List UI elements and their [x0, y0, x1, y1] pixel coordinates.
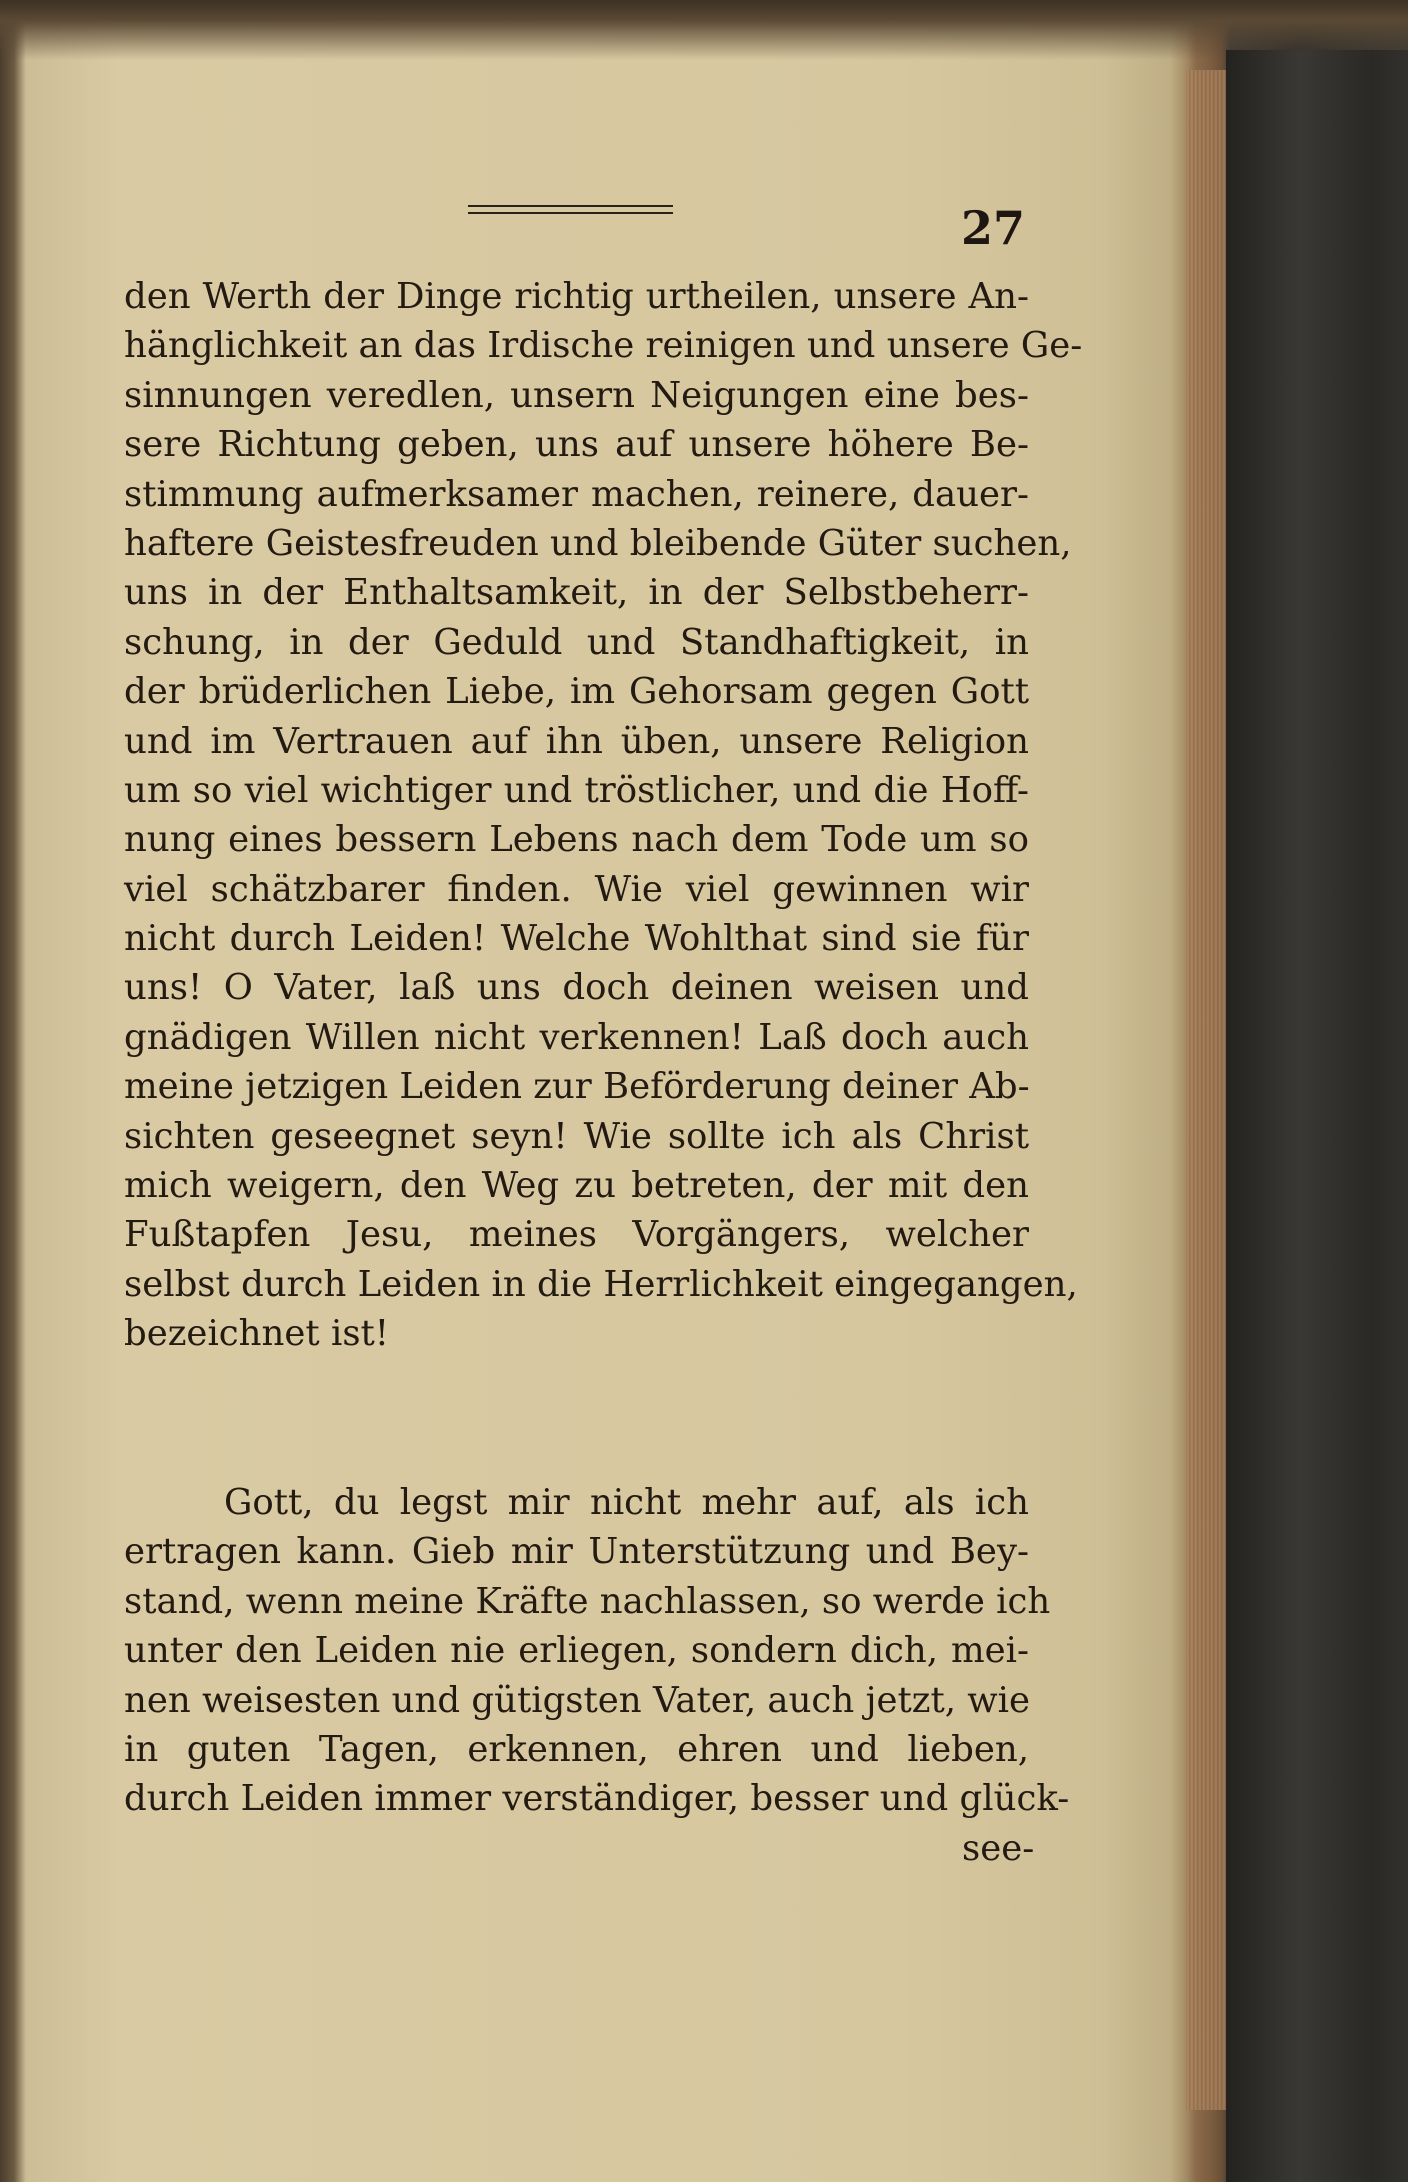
text-line: und im Vertrauen auf ihn üben, unsere Religion	[124, 720, 1029, 762]
text-line: gnädigen Willen nicht verkennen! Laß doch auch	[124, 1016, 1029, 1058]
text-line: der brüderlichen Liebe, im Gehorsam gegen Gott	[124, 671, 1029, 713]
text-line: unter den Leiden nie erliegen, sondern dich, mei-	[124, 1630, 1029, 1672]
text-line: in guten Tagen, erkennen, ehren und lieben,	[124, 1728, 1029, 1770]
book-cover	[1226, 50, 1408, 2182]
text-line: meine jetzigen Leiden zur Beförderung deiner Ab-	[124, 1066, 1030, 1108]
text-line: sichten geseegnet seyn! Wie sollte ich als Christ	[124, 1115, 1029, 1157]
text-line: viel schätzbarer finden. Wie viel gewinnen wir	[124, 868, 1029, 910]
text-line: mich weigern, den Weg zu betreten, der mit den	[124, 1165, 1029, 1207]
text-line: nung eines bessern Lebens nach dem Tode um so	[124, 819, 1029, 861]
text-line: sinnungen veredlen, unsern Neigungen eine bes-	[124, 374, 1029, 416]
text-line: stand, wenn meine Kräfte nachlassen, so werde ich	[124, 1580, 1051, 1622]
page-edges	[1186, 70, 1226, 2110]
paragraph-2	[124, 1478, 1070, 1873]
text-line: nen weisesten und gütigsten Vater, auch jetzt, wie	[124, 1679, 1031, 1721]
text-line: bezeichnet ist!	[124, 1313, 390, 1355]
text-line: Gott, du legst mir nicht mehr auf, als ich	[224, 1482, 1029, 1523]
text-line: selbst durch Leiden in die Herrlichkeit eingegangen,	[124, 1263, 1078, 1305]
paragraph-1	[124, 272, 1083, 1359]
text-line: hänglichkeit an das Irdische reinigen und unsere Ge-	[124, 325, 1083, 367]
text-line: uns in der Enthaltsamkeit, in der Selbstbeherr-	[124, 572, 1029, 614]
text-line: sere Richtung geben, uns auf unsere höhere Be-	[124, 424, 1029, 466]
text-line: nicht durch Leiden! Welche Wohlthat sind sie für	[124, 918, 1029, 960]
text-line: durch Leiden immer verständiger, besser und glück-	[124, 1778, 1070, 1820]
text-line: um so viel wichtiger und tröstlicher, und die Hoff-	[124, 769, 1029, 811]
text-line: ertragen kann. Gieb mir Unterstützung und Bey-	[124, 1531, 1029, 1573]
catchword: see-	[962, 1827, 1035, 1869]
header-rule	[468, 205, 673, 214]
page-number: 27	[960, 201, 1025, 255]
text-line: den Werth der Dinge richtig urtheilen, unsere An-	[124, 276, 1029, 317]
text-line: haftere Geistesfreuden und bleibende Güter suchen,	[124, 522, 1072, 564]
text-line: Fußtapfen Jesu, meines Vorgängers, welcher	[124, 1214, 1029, 1256]
text-line: stimmung aufmerksamer machen, reinere, dauer-	[124, 473, 1029, 515]
text-line: uns! O Vater, laß uns doch deinen weisen und	[124, 967, 1029, 1009]
text-line: schung, in der Geduld und Standhaftigkeit, in	[124, 621, 1029, 663]
